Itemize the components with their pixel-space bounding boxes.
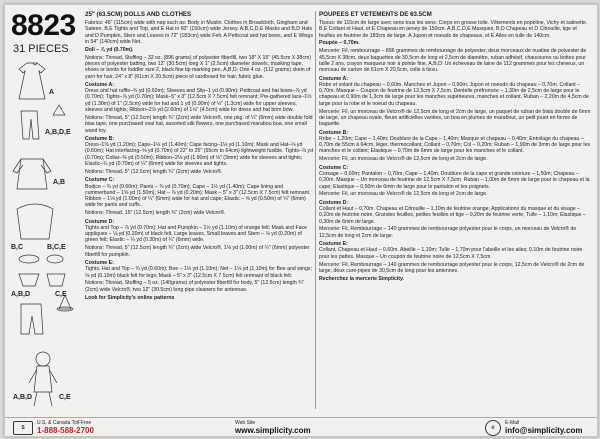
costume-sketches-illustration <box>9 59 79 409</box>
english-costume-a-notions: Notions: Thread, 5" (12.5cm) length ¾" (2cm) wide Velcro®, one pkg. of ¼" (6mm) wide double fold bias tape, one purchased oval hat, assorted silk flowers, one purchased marabou boa, one small wand toy. <box>85 114 313 134</box>
english-costume-e-heading: Costume E: <box>85 259 114 266</box>
english-doll-yardage: Doll – ⅞ yd (0.70m). <box>85 46 134 53</box>
simplicity-logo-icon: S <box>13 421 33 435</box>
english-costume-b-notions: Notions: Thread, 5" (12.5cm) length ¾" (2cm) wide Velcro®. <box>85 168 223 175</box>
french-column <box>319 11 591 411</box>
sketch-label: A,B,D <box>11 291 31 298</box>
french-costume-a-notions: Mercerie: Fil, un morceau de Velcro® de 12,5cm de long et 2cm de large, un paquet de ruban de biais double de 6mm de large, un chapeau ovale, fleurs artificielles variées, un boa en plumes de marabout, un petit jouet en forme de baguette. <box>319 108 591 128</box>
english-costume-d-heading: Costume D: <box>85 218 115 225</box>
sketch-label: C,E <box>55 291 67 298</box>
french-look-for: Recherchez la mercerie Simplicity. <box>319 275 404 282</box>
french-costume-a-heading: Costume A: <box>319 75 348 82</box>
email-label: E-Mail <box>505 420 520 426</box>
sketch-label: B,C <box>11 244 24 251</box>
french-costume-b-notions: Mercerie: Fil, un morceau de Velcro® de 12,5cm de long et 2cm de large. <box>319 156 488 163</box>
english-costume-b-heading: Costume B: <box>85 135 115 142</box>
french-costume-a: Robe et volant du chapeau – 0,60m. Manches et Jupon – 0,90m; Jupon et noeuds du chapeau – 0,70m. Collant – 0,70m. Masque – Coupon de feutrine de 12,5cm X 7,5cm. Dentelle préfroncée – 1,30m de 2,5cm de large pour le chapeau et 0,90m de 1,3cm de large pour les manches supérieures, manches et collant. Ruban – 2,20m de 4,5cm de large pour la robe et le noeud du chapeau. <box>319 81 589 107</box>
web-site-label: Web Site <box>235 420 256 426</box>
french-doll-yardage: Poupée – 0,70m. <box>319 40 360 47</box>
english-fabrics: Fabrics: 45" (115cm) wide with nap such as: Body in Muslin. Clothes in Broadcloth, Gingham and Sateen. B,E Tights and Top, and E Hat in 60" (150cm) wide Jersey. A,B,C,D,E Masks and B,D Hats and D Pumpkin, Stem and Leaves in 72" (183cm) wide Felt. A Petticoat and hat bows, and E Wings in 54" (140cm) wide Net. <box>85 20 313 45</box>
pattern-envelope-back <box>4 4 598 437</box>
french-doll-notions: Mercerie: Fil, rembourrage – 896 grammes de rembourrage de polyester, deux morceaux de ouatine de polyester de 45,5cm X 38cm, deux baguettes de 30,5cm de long et 2,5cm de diamètre, ruban adhésif, chaussures ou bottes pour taille 2 ans, crayon marqueur noir à pointe fine. A,B,D: Un écheveau de laine de 112 grammes pour les cheveux, un morceau de carton de 61cm X 20,5cm, colle à tissu. <box>319 48 587 74</box>
sketch-label: A <box>49 89 55 96</box>
english-costume-a-heading: Costume A: <box>85 81 114 88</box>
column-divider <box>315 11 316 409</box>
sketch-label: B,C,E <box>47 244 66 251</box>
french-costume-c-heading: Costume C: <box>319 164 349 171</box>
english-costume-e: Tights, Hat and Top – ¾ yd (0.60m); Bee – 1⅛ yd (1.10m); Net – 1⅛ yd (1.10m) for Bee and wings; ⅛ yd (0.10m) black felt for legs; Mask – 5" x 3" (12.5cm X 7.5cm) felt remnant of black felt. <box>85 266 312 279</box>
recycle-icon: e <box>485 420 501 436</box>
sketch-label: C,E <box>59 394 71 401</box>
english-look-for: Look for Simplicity's online patterns <box>85 294 175 301</box>
footer-bar <box>5 417 597 437</box>
english-costume-d-notions: Notions: Thread, 5" (12.5cm) length ¾" (2cm) wide Velcro®, 1⅛ yd (1.00m) of ¼" (6mm) polyester fiberfill for pumpkin. <box>85 245 310 258</box>
french-fabrics: Tissus: de 115cm de large avec sens tous les sens: Corps en grosse toile. Vêtements en popeline, Vichy et satinette. B,E Collant et Haut, et E Chapeau en jersey de 150cm. A,B,C,D,E Masques, B,D Chapeau et D Citrouille, tige et feuilles en feutrine de 183cm de large. A Jupon et noeuds de chapeaux, et E Ailes en tulle de 140cm. <box>319 20 588 39</box>
english-costume-b: Dress–1⅝ yd (1.20m); Cape–1⅛ yd (1.40m); Cape facing–1⅛ yd (1.10m); Mask and Hat–⅛ yd (0.60m); Hat interfacing–⅝ yd (0.70m) of 22" to 25" (55cm to 64cm) lightweight fusible. Tights–⅞ yd (0.70m); Collar–⅜ yd (0.50m); Ribbon–2⅛ yd (1.90m) of ⅛" (3mm) wide for sleeves and tights; Elastic–¾ yd (0.70m) of ¼" (6mm) wide for sleeves and tights. <box>85 142 313 168</box>
pattern-number: 8823 <box>11 9 76 42</box>
french-costume-b: Robe – 1,20m; Cape – 1,40m; Doublure de la Cape – 1,40m; Masque et chapeau – 0,40m; Entoilage du chapeau – 0,70m de 55cm à 64cm, léger, thermocollant; Collant – 0,70m; Col – 0,20m; Ruban – 1,90m de 3mm de large pour les manches et le collant; Elastique – 0,70m de 6mm de large pour les manches et le collant. <box>319 135 591 155</box>
toll-free-label: U.S. & Canada Toll-Free <box>37 420 92 426</box>
sketch-label: A,B <box>53 179 66 186</box>
french-costume-d-heading: Costume D: <box>319 199 349 206</box>
english-doll-notions: Notions: Thread, Stuffing – 32 oz. (896 grams) of polyester fiberfill, two 18" X 15" (45.5cm X 38cm) pieces of polyester batting, two 12" (30.5cm) long X 1" (2.5cm) diameter dowels, masking tape, shoes or boots for toddler size 2, black fine tip marking pen. A,B,D: One 4 oz. (112 grams) skein of yarn for hair, 24" x 8" (61cm X 20.5cm) piece of cardboard for hair, fabric glue. <box>85 54 312 80</box>
toll-free-phone[interactable]: 1-888-588-2700 <box>37 426 94 435</box>
sketch-label: A,B,D,E <box>45 129 71 136</box>
english-costume-d: Tights and Top – ⅞ yd (0.70m); Hat and Pumpkin – 1½ yd (1.10m) of orange felt; Mask and Face appliques – ⅛ yd (0.20m) of black felt, Large leaves, Small leaves and Stem – ⅛ yd (0.20m) of green felt; Elastic – ¼ yd (0.30m) of ¼" (6mm) wide. <box>85 224 308 244</box>
sketch-label: A,B,D <box>13 394 33 401</box>
web-site-link[interactable]: www.simplicity.com <box>235 426 311 435</box>
english-costume-e-notions: Notions: Thread, Stuffing – 5 oz. (140grams) of polyester fiberfill for body, 5" (12.5cm) length ¾" (2cm) wide Velcro®, two 12" (30.5cm) long pipe cleaners for antennae. <box>85 280 305 293</box>
french-costume-d-notions: Mercerie: Fil, Rembourrage – 140 grammes de rembourrage polyester pour le corps, un morceau de Velcro® de 12,5cm de long et 2cm de large. <box>319 226 577 239</box>
english-costume-c-notions: Notions: Thread, 15" (12.5cm) length ¾" (2cm) wide Velcro®. <box>85 210 226 217</box>
english-costume-a: Dress and hat ruffle–¾ yd (0.60m); Sleeves and Slip–1 yd (0.90m); Petticoat and hat bows–⅞ yd (0.70m); Tights–⅞ yd (0.70m); Mask–5" x 3" (12.5cm X 7.5cm) felt remnant; Pre-gathered lace–1½ yd (1.30m) of 1" (2.5cm) wide for hat and 1 yd (0.90m) of ½" (1.3cm) wide for upper sleeves, sleeves and tights; Ribbon–2⅞ yd (2.60m) of 1⅛" (4.5cm) wide for dress and hat brim bow. <box>85 88 312 114</box>
piece-count: 31 PIECES <box>13 43 69 55</box>
french-costume-c: Corsage – 0,60m; Pantalon – 0,70m; Cape – 1,40m; Doublure de la cape et grande ceinture – 1,50m; Chapeau – 0,20m. Masque – Un morceau de feutrine de 12,5cm X 7,5cm. Ruban – 1,00m de 6mm de large pour le chapeau et la cape; Elastique – 0,50m de 6mm de large pour le pantalon et les poignets. <box>319 170 590 190</box>
french-costume-c-notions: Mercerie: Fil, un morceau de Velcro® de 12,5cm de long et 2cm de large. <box>319 191 488 198</box>
french-title: POUPEES ET VETEMENTS DE 63.5CM <box>319 11 432 18</box>
english-title: 25" (63.5CM) DOLLS AND CLOTHES <box>85 11 192 18</box>
english-costume-c-heading: Costume C: <box>85 177 115 184</box>
email-link[interactable]: info@simplicity.com <box>505 426 583 435</box>
english-column <box>85 11 313 411</box>
french-costume-b-heading: Costume B: <box>319 129 349 136</box>
french-costume-d: Collant et Haut – 0,70m. Chapeau et Citrouille – 1,10m de feutrine orange; Applications du masque et du visage – 0,20m de feutrine noire, Grandes feuilles, petites feuilles et tige – 0,20m de feutrine verte; Tulle – 1,10m; Elastique – 0,30m de 6mm de large. <box>319 205 586 225</box>
line-drawings <box>9 59 79 409</box>
french-costume-e: Collant, Chapeau et Haut – 0,60m. Abeille – 1,10m; Tulle – 1,70m pour l'abeille et les ailes; 0,10m de feutrine noire pour les pattes. Masque – Un coupon de feutrine noire de 12,5cm X 7,5cm. <box>319 247 583 260</box>
french-costume-e-notions: Mercerie: Fil, Rembourrage – 140 grammes de rembourrage polyester pour le corps, 12,5cm de Velcro® de 2cm de large, deux cure-pipes de 30,5cm de long pour les antennes. <box>319 261 585 274</box>
french-costume-e-heading: Costume E: <box>319 241 348 248</box>
english-costume-c: Bodice – ¾ yd (0.60m); Pants – ⅞ yd (0.70m); Cape – 1½ yd (1.40m); Cape lining and cummerbund – 1⅝ yd (1.50m); Hat – ⅞ yd (0.20m); Mask – 5" x 3" (12.5cm X 7.5cm) felt remnant. Ribbon – 1⅛ yd (1.00m) of ¼" (6mm) wide for hat and cape; Elastic – ⅝ yd (0.50m) of ¼" (6mm) wide for pants and cuffs. <box>85 183 311 209</box>
